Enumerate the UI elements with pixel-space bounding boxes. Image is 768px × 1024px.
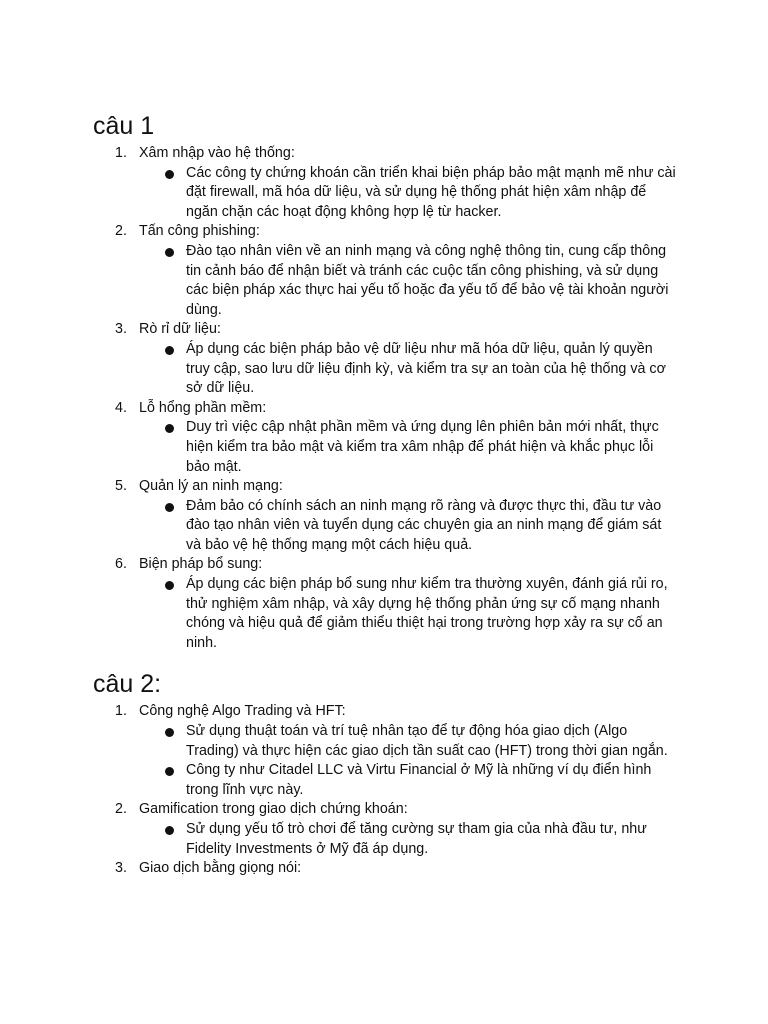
list-item [93, 702, 680, 800]
bullet-dot-icon [165, 503, 174, 512]
bullet-item [139, 575, 680, 653]
list-item [93, 555, 680, 653]
bullet-item [139, 242, 680, 320]
numbered-list [93, 144, 680, 653]
item-number: 3. [115, 860, 127, 877]
item-number: 3. [115, 321, 127, 338]
numbered-list [93, 702, 680, 878]
section-cau-1 [93, 110, 680, 653]
item-number: 1. [115, 145, 127, 161]
section-heading: câu 2: [93, 670, 162, 699]
list-item [93, 477, 680, 555]
section-cau-2 [93, 668, 680, 878]
bullet-dot-icon [165, 248, 174, 257]
item-number: 4. [115, 399, 127, 416]
item-number: 2. [115, 223, 127, 240]
bullet-list [139, 497, 680, 556]
item-title: Công nghệ Algo Trading và HFT: [139, 703, 346, 720]
list-item [93, 399, 680, 477]
item-number: 6. [115, 556, 127, 573]
item-title: Quản lý an ninh mạng: [139, 478, 283, 495]
bullet-dot-icon [165, 346, 174, 355]
bullet-text: Duy trì việc cập nhật phần mềm và ứng dụng lên phiên bản mới nhất, thực hiện kiểm tra bảo mật và kiểm tra xâm nhập để phát hiện và khắc phục lỗi bảo mật. [186, 419, 659, 475]
bullet-item [139, 722, 680, 761]
bullet-item [139, 761, 680, 800]
item-title: Giao dịch bằng giọng nói: [139, 860, 302, 877]
bullet-item [139, 497, 680, 556]
bullet-list [139, 418, 680, 477]
bullet-text: Áp dụng các biện pháp bảo vệ dữ liệu như mã hóa dữ liệu, quản lý quyền truy cập, sao lưu dữ liệu định kỳ, và kiểm tra sự an toàn của hệ thống và cơ sở dữ liệu. [186, 340, 666, 397]
bullet-item [139, 340, 680, 399]
bullet-list [139, 242, 680, 320]
bullet-text: Đảm bảo có chính sách an ninh mạng rõ ràng và được thực thi, đầu tư vào đào tạo nhân viên và tuyển dụng các chuyên gia an ninh mạng để giám sát và bảo vệ hệ thống mạng một cách hiệu quả. [186, 497, 662, 553]
bullet-text: Công ty như Citadel LLC và Virtu Financial ở Mỹ là những ví dụ điển hình trong lĩnh vực này. [186, 762, 652, 798]
bullet-list [139, 340, 680, 399]
bullet-list [139, 722, 680, 800]
bullet-text: Sử dụng yếu tố trò chơi để tăng cường sự tham gia của nhà đầu tư, như Fidelity Investments ở Mỹ đã áp dụng. [186, 821, 647, 857]
item-title: Tấn công phishing: [139, 223, 260, 240]
item-title: Rò rỉ dữ liệu: [139, 321, 221, 338]
item-title: Lỗ hổng phần mềm: [139, 399, 267, 416]
bullet-text: Áp dụng các biện pháp bổ sung như kiểm tra thường xuyên, đánh giá rủi ro, thử nghiệm xâm nhập, và xây dựng hệ thống phản ứng sự cố mạng nhanh chóng và hiệu quả để giảm thiểu thiệt hại trong trường hợp xảy ra sự cố an ninh. [186, 576, 668, 651]
bullet-dot-icon [165, 728, 174, 737]
list-item [93, 222, 680, 320]
list-item [93, 144, 680, 222]
bullet-item [139, 164, 680, 223]
item-number: 5. [115, 478, 127, 495]
item-number: 1. [115, 703, 127, 720]
list-item [93, 800, 680, 859]
bullet-list [139, 164, 680, 223]
bullet-dot-icon [165, 826, 174, 835]
bullet-list [139, 820, 680, 859]
bullet-text: Đào tạo nhân viên về an ninh mạng và công nghệ thông tin, cung cấp thông tin cảnh báo để nhận biết và tránh các cuộc tấn công phishing, và sử dụng các biện pháp xác thực hai yếu tố hoặc đa yếu tố để bảo vệ tài khoản người dùng. [186, 242, 669, 318]
bullet-list [139, 575, 680, 653]
bullet-dot-icon [165, 581, 174, 590]
bullet-dot-icon [165, 424, 174, 433]
bullet-text: Các công ty chứng khoán cần triển khai biện pháp bảo mật mạnh mẽ như cài đặt firewall, mã hóa dữ liệu, và sử dụng hệ thống phát hiện xâm nhập để ngăn chặn các hoạt động không hợp lệ từ hacker. [186, 164, 676, 220]
bullet-dot-icon [165, 767, 174, 776]
bullet-text: Sử dụng thuật toán và trí tuệ nhân tạo để tự động hóa giao dịch (Algo Trading) và thực hiện các giao dịch tần suất cao (HFT) trong thời gian ngắn. [186, 723, 668, 759]
section-heading: câu 1 [93, 112, 155, 140]
list-item [93, 320, 680, 398]
bullet-dot-icon [165, 170, 174, 179]
item-number: 2. [115, 801, 127, 818]
item-title: Xâm nhập vào hệ thống: [139, 145, 295, 161]
item-title: Gamification trong giao dịch chứng khoán: [139, 801, 408, 818]
item-title: Biện pháp bổ sung: [139, 556, 263, 573]
bullet-item [139, 418, 680, 477]
list-item [93, 859, 680, 879]
bullet-item [139, 820, 680, 859]
